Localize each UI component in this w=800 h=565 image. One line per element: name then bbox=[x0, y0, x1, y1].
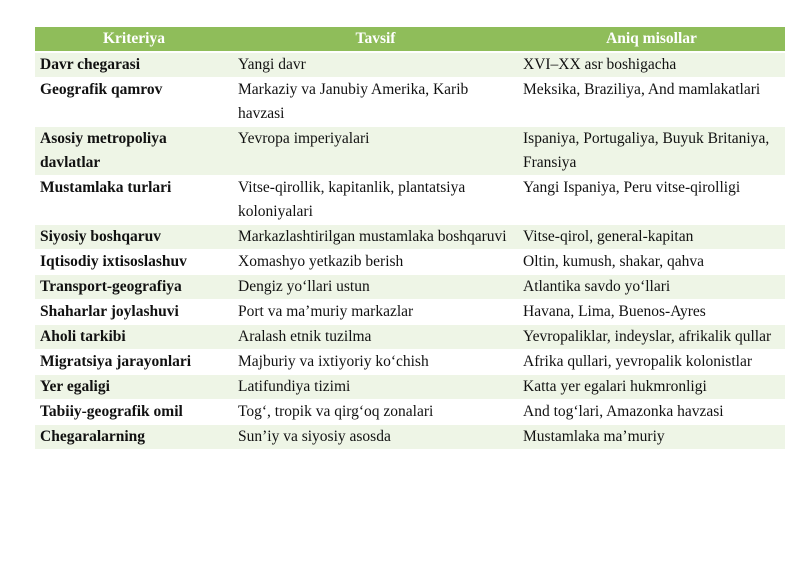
description-cell: Port va maʼmuriy markazlar bbox=[233, 300, 518, 325]
table-row bbox=[35, 375, 785, 400]
table-header bbox=[35, 27, 785, 52]
description-cell: Aralash etnik tuzilma bbox=[233, 325, 518, 350]
description-cell: Togʻ, tropik va qirgʻoq zonalari bbox=[233, 400, 518, 425]
table-row bbox=[35, 425, 785, 450]
description-cell: Sunʼiy va siyosiy asosda bbox=[233, 425, 518, 450]
examples-cell: Vitse-qirol, general-kapitan bbox=[518, 225, 785, 250]
examples-cell: Mustamlaka maʼmuriy bbox=[518, 425, 785, 450]
examples-cell: Oltin, kumush, shakar, qahva bbox=[518, 250, 785, 275]
criterion-cell: Yer egaligi bbox=[35, 375, 233, 400]
description-cell: Markazlashtirilgan mustamlaka boshqaruvi bbox=[233, 225, 518, 250]
criterion-cell: Siyosiy boshqaruv bbox=[35, 225, 233, 250]
examples-cell: Katta yer egalari hukmronligi bbox=[518, 375, 785, 400]
criterion-cell: Iqtisodiy ixtisoslashuv bbox=[35, 250, 233, 275]
examples-cell: Yangi Ispaniya, Peru vitse-qirolligi bbox=[518, 176, 785, 225]
examples-cell: And togʻlari, Amazonka havzasi bbox=[518, 400, 785, 425]
description-cell: Yangi davr bbox=[233, 52, 518, 78]
table-row bbox=[35, 300, 785, 325]
header-criterion: Kriteriya bbox=[35, 27, 233, 52]
examples-cell: Meksika, Braziliya, And mamlakatlari bbox=[518, 78, 785, 127]
table-row bbox=[35, 127, 785, 176]
criterion-cell: Davr chegarasi bbox=[35, 52, 233, 78]
table-row bbox=[35, 275, 785, 300]
examples-cell: Atlantika savdo yoʻllari bbox=[518, 275, 785, 300]
description-cell: Vitse-qirollik, kapitanlik, plantatsiya koloniyalari bbox=[233, 176, 518, 225]
description-cell: Markaziy va Janubiy Amerika, Karib havzasi bbox=[233, 78, 518, 127]
table-row bbox=[35, 52, 785, 78]
description-cell: Dengiz yoʻllari ustun bbox=[233, 275, 518, 300]
criterion-cell: Asosiy metropoliya davlatlar bbox=[35, 127, 233, 176]
criterion-cell: Geografik qamrov bbox=[35, 78, 233, 127]
criterion-cell: Tabiiy-geografik omil bbox=[35, 400, 233, 425]
table-row bbox=[35, 250, 785, 275]
criteria-table bbox=[35, 27, 785, 450]
examples-cell: Yevropaliklar, indeyslar, afrikalik qullar bbox=[518, 325, 785, 350]
criterion-cell: Chegaralarning bbox=[35, 425, 233, 450]
criterion-cell: Aholi tarkibi bbox=[35, 325, 233, 350]
header-examples: Aniq misollar bbox=[518, 27, 785, 52]
header-description: Tavsif bbox=[233, 27, 518, 52]
table-body bbox=[35, 52, 785, 450]
criterion-cell: Shaharlar joylashuvi bbox=[35, 300, 233, 325]
examples-cell: Ispaniya, Portugaliya, Buyuk Britaniya, Fransiya bbox=[518, 127, 785, 176]
table-row bbox=[35, 400, 785, 425]
table-row bbox=[35, 176, 785, 225]
criterion-cell: Transport-geografiya bbox=[35, 275, 233, 300]
table-row bbox=[35, 78, 785, 127]
table-row bbox=[35, 325, 785, 350]
header-row bbox=[35, 27, 785, 52]
examples-cell: XVI–XX asr boshigacha bbox=[518, 52, 785, 78]
examples-cell: Havana, Lima, Buenos-Ayres bbox=[518, 300, 785, 325]
description-cell: Yevropa imperiyalari bbox=[233, 127, 518, 176]
description-cell: Latifundiya tizimi bbox=[233, 375, 518, 400]
criterion-cell: Mustamlaka turlari bbox=[35, 176, 233, 225]
criterion-cell: Migratsiya jarayonlari bbox=[35, 350, 233, 375]
table-row bbox=[35, 350, 785, 375]
description-cell: Majburiy va ixtiyoriy koʻchish bbox=[233, 350, 518, 375]
table-row bbox=[35, 225, 785, 250]
examples-cell: Afrika qullari, yevropalik kolonistlar bbox=[518, 350, 785, 375]
description-cell: Xomashyo yetkazib berish bbox=[233, 250, 518, 275]
